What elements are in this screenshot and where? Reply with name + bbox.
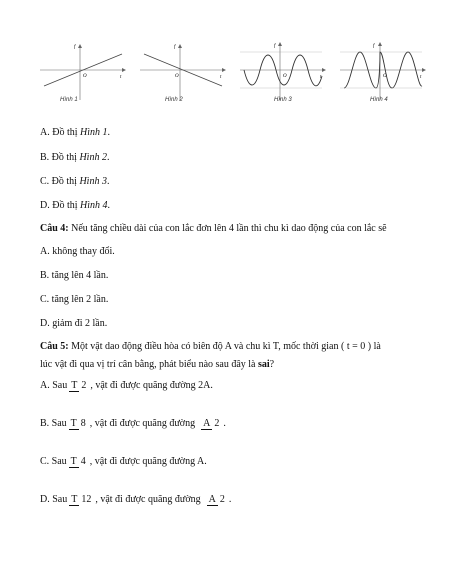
figure-1-caption: Hình 1 [60,97,78,103]
q5-option-b-time-fraction [69,418,88,430]
q5-option-a-end: . [210,380,213,391]
q3-option-a-prefix: A. Đồ thị [40,127,80,138]
q5-option-d-distance-fraction [207,494,227,506]
figure-3-origin: O [283,74,287,79]
q3-option-d-suffix: . [107,200,110,211]
q5-option-c-pre: C. Sau [40,456,67,467]
q5-option-c-time-fraction [69,456,88,468]
q5-option-b-pre: B. Sau [40,418,67,429]
figure-4-caption: Hình 4 [370,97,388,103]
figure-3-graph [240,38,328,100]
q3-option-d-ref: Hình 4 [80,200,108,211]
figure-2 [140,38,228,100]
q3-option-a-suffix: . [107,127,110,138]
q5-line2-pre: lúc vật đi qua vị trí cân bằng, phát biểu nào sau đây là [40,359,258,370]
q3-option-b[interactable] [40,152,109,164]
fraction-numerator: A [203,418,211,429]
fraction-numerator: T [71,380,78,391]
q4-option-c[interactable]: C. tăng lên 2 lần. [40,294,109,305]
figure-2-caption: Hình 2 [165,97,183,103]
q5-stem-line1 [40,341,381,353]
fraction-denominator: 2 [214,418,220,429]
figure-1-x-label: t [120,75,122,80]
q5-option-d-pre: D. Sau [40,494,68,505]
fraction-denominator: 2 [219,494,225,505]
fraction-denominator: 12 [81,494,92,505]
q5-option-a-pre: A. Sau [40,380,68,391]
q5-line1: Một vật dao động điều hòa có biên độ A và chu kì T, mốc thời gian ( t = 0 ) là [68,341,381,352]
figure-2-origin: O [175,74,179,79]
q5-option-a-mid: , vật đi được quãng đường 2A [90,380,211,391]
figure-2-x-label: t [220,75,222,80]
q3-option-b-suffix: . [106,152,110,163]
fraction-numerator: A [208,494,216,505]
q5-option-a[interactable] [40,380,213,392]
q5-option-d-time-fraction [69,494,93,506]
q5-option-b-distance-fraction [201,418,221,430]
q4-option-a[interactable]: A. không thay đổi. [40,246,115,257]
q5-option-a-time-fraction [69,380,88,392]
q5-option-b-mid: , vật đi được quãng đường [89,418,196,429]
q4-label: Câu 4: [40,223,69,234]
fraction-numerator: T [70,418,77,429]
q5-option-b-end: . [223,418,226,429]
fraction-denominator: 4 [80,456,86,467]
q3-option-d-prefix: D. Đồ thị [40,200,80,211]
q5-stem-line2 [40,359,274,371]
figure-4 [340,38,428,100]
figure-4-graph [340,38,428,100]
q3-option-b-prefix: B. Đồ thị [40,152,80,163]
q5-option-d-end: . [228,494,232,505]
q5-line2-bold: sai [258,359,270,370]
figure-4-origin: O [383,74,387,79]
q5-option-b[interactable] [40,418,226,430]
figure-1 [40,38,128,100]
figure-3-x-label: t [320,75,322,80]
q5-line2-post: ? [269,359,275,370]
q4-text: Nếu tăng chiều dài của con lắc đơn lên 4 lần thì chu kì dao động của con lắc sẽ [68,223,387,234]
q3-option-c-prefix: C. Đồ thị [40,176,80,187]
q5-option-c[interactable] [40,456,207,468]
q4-option-b[interactable]: B. tăng lên 4 lần. [40,270,109,281]
q3-option-b-ref: Hình 2 [79,152,107,163]
figure-1-y-label: f [74,45,76,50]
q3-option-d[interactable] [40,200,110,212]
fraction-numerator: T [71,494,78,505]
q3-option-c[interactable] [40,176,109,188]
q5-option-d-mid: , vật đi được quãng đường [95,494,201,505]
figure-3 [240,38,328,100]
q5-label: Câu 5: [40,341,69,352]
figure-2-graph [140,38,228,100]
q4-stem [40,223,387,235]
figure-2-y-label: f [174,45,176,50]
figure-1-origin: O [83,74,87,79]
fraction-numerator: T [70,456,77,467]
q5-option-c-mid: , vật đi được quãng đường A [89,456,205,467]
fraction-denominator: 2 [81,380,87,391]
q4-option-d[interactable]: D. giảm đi 2 lần. [40,318,108,329]
q5-option-d[interactable] [40,494,231,506]
figure-4-y-label: f [373,44,375,49]
q3-option-c-suffix: . [106,176,110,187]
q3-option-c-ref: Hình 3 [79,176,107,187]
q3-option-a-ref: Hình 1 [80,127,108,138]
figure-1-graph [40,38,128,100]
figure-3-caption: Hình 3 [274,97,292,103]
fraction-denominator: 8 [80,418,86,429]
q3-option-a[interactable] [40,127,110,139]
figure-4-x-label: t [420,75,422,80]
figure-3-y-label: f [274,44,276,49]
q5-option-c-end: . [204,456,207,467]
